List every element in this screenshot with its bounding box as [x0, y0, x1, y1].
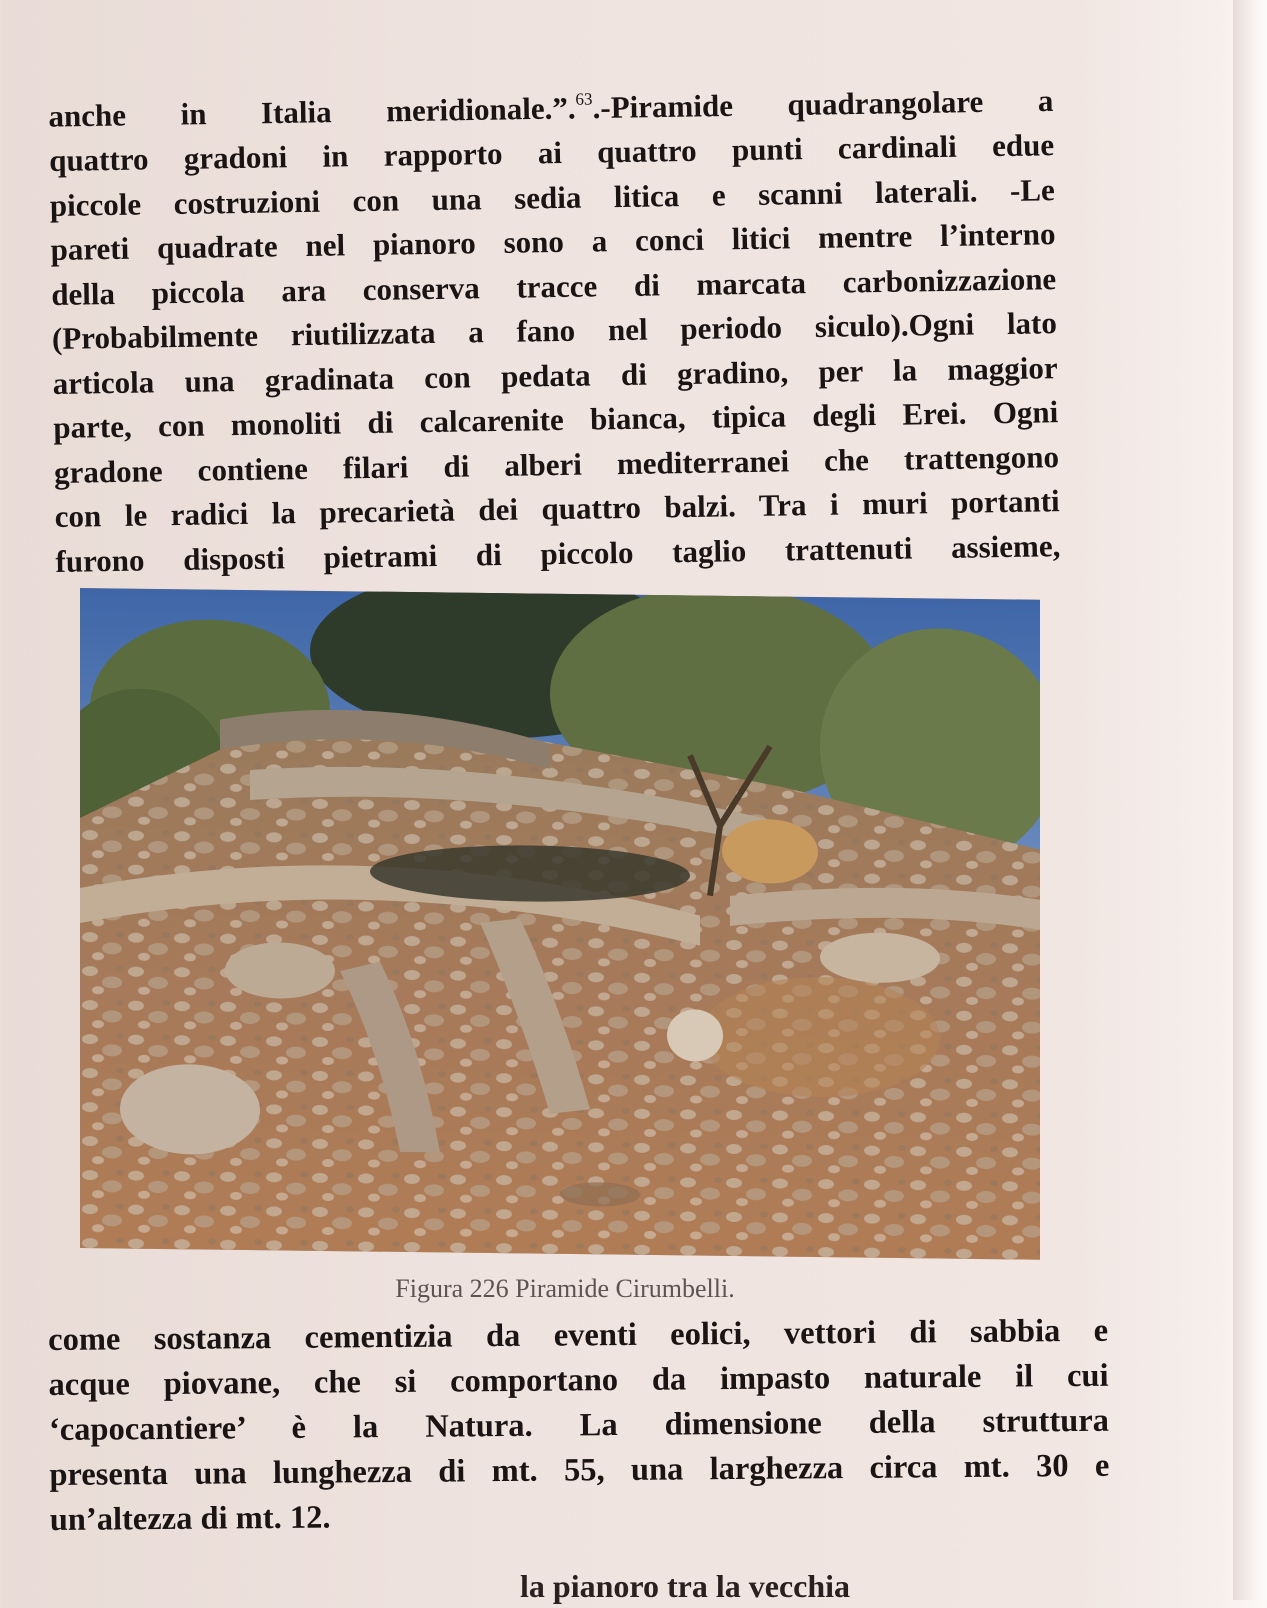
text-line: come sostanza cementizia da eventi eolici, vettori di sabbia e — [48, 1312, 1109, 1358]
text-line: furono disposti pietrami di piccolo taglio trattenuti assieme, — [55, 527, 1061, 579]
text-line: con le radici la precarietà dei quattro balzi. Tra i muri portanti — [54, 483, 1060, 535]
text-line: articola una gradinata con pedata di gradino, per la maggior — [52, 349, 1058, 401]
text-line: presenta una lunghezza di mt. 55, una larghezza circa mt. 30 e — [49, 1447, 1110, 1493]
figure-caption: Figura 226 Piramide Cirumbelli. — [395, 1274, 735, 1303]
paragraph-bottom — [48, 1309, 1110, 1543]
text-line: anche in Italia meridionale.”.$^{63}$.-Piramide quadrangolare a — [48, 82, 1054, 134]
text-line: parte, con monoliti di calcarenite bianca, tipica degli Erei. Ogni — [53, 394, 1059, 446]
paragraph-top — [48, 70, 1061, 584]
text-line: gradone contiene filari di alberi mediterranei che trattengono — [53, 438, 1060, 490]
text-line: della piccola ara conserva tracce di marcata carbonizzazione — [50, 260, 1057, 312]
text-line: quattro gradoni in rapporto ai quattro punti cardinali edue — [48, 127, 1055, 179]
text-line: (Probabilmente riutilizzata a fano nel periodo siculo).Ogni lato — [51, 305, 1058, 357]
text-line: piccole costruzioni con una sedia litica e scanni laterali. -Le — [49, 171, 1056, 223]
text-line: acque piovane, che si comportano da impasto naturale il cui — [48, 1357, 1109, 1403]
text-line: un’altezza di mt. 12. — [49, 1499, 331, 1538]
figure-photo-pyramid — [80, 588, 1040, 1260]
text-line: ‘capocantiere’ è la Natura. La dimensione della struttura — [48, 1402, 1110, 1448]
footnote-ref: 63 — [575, 89, 593, 109]
partial-text-line: la pianoro tra la vecchia — [520, 1568, 851, 1604]
text-line: pareti quadrate nel pianoro sono a conci litici mentre l’interno — [50, 216, 1056, 268]
page-edge — [1233, 0, 1267, 1600]
